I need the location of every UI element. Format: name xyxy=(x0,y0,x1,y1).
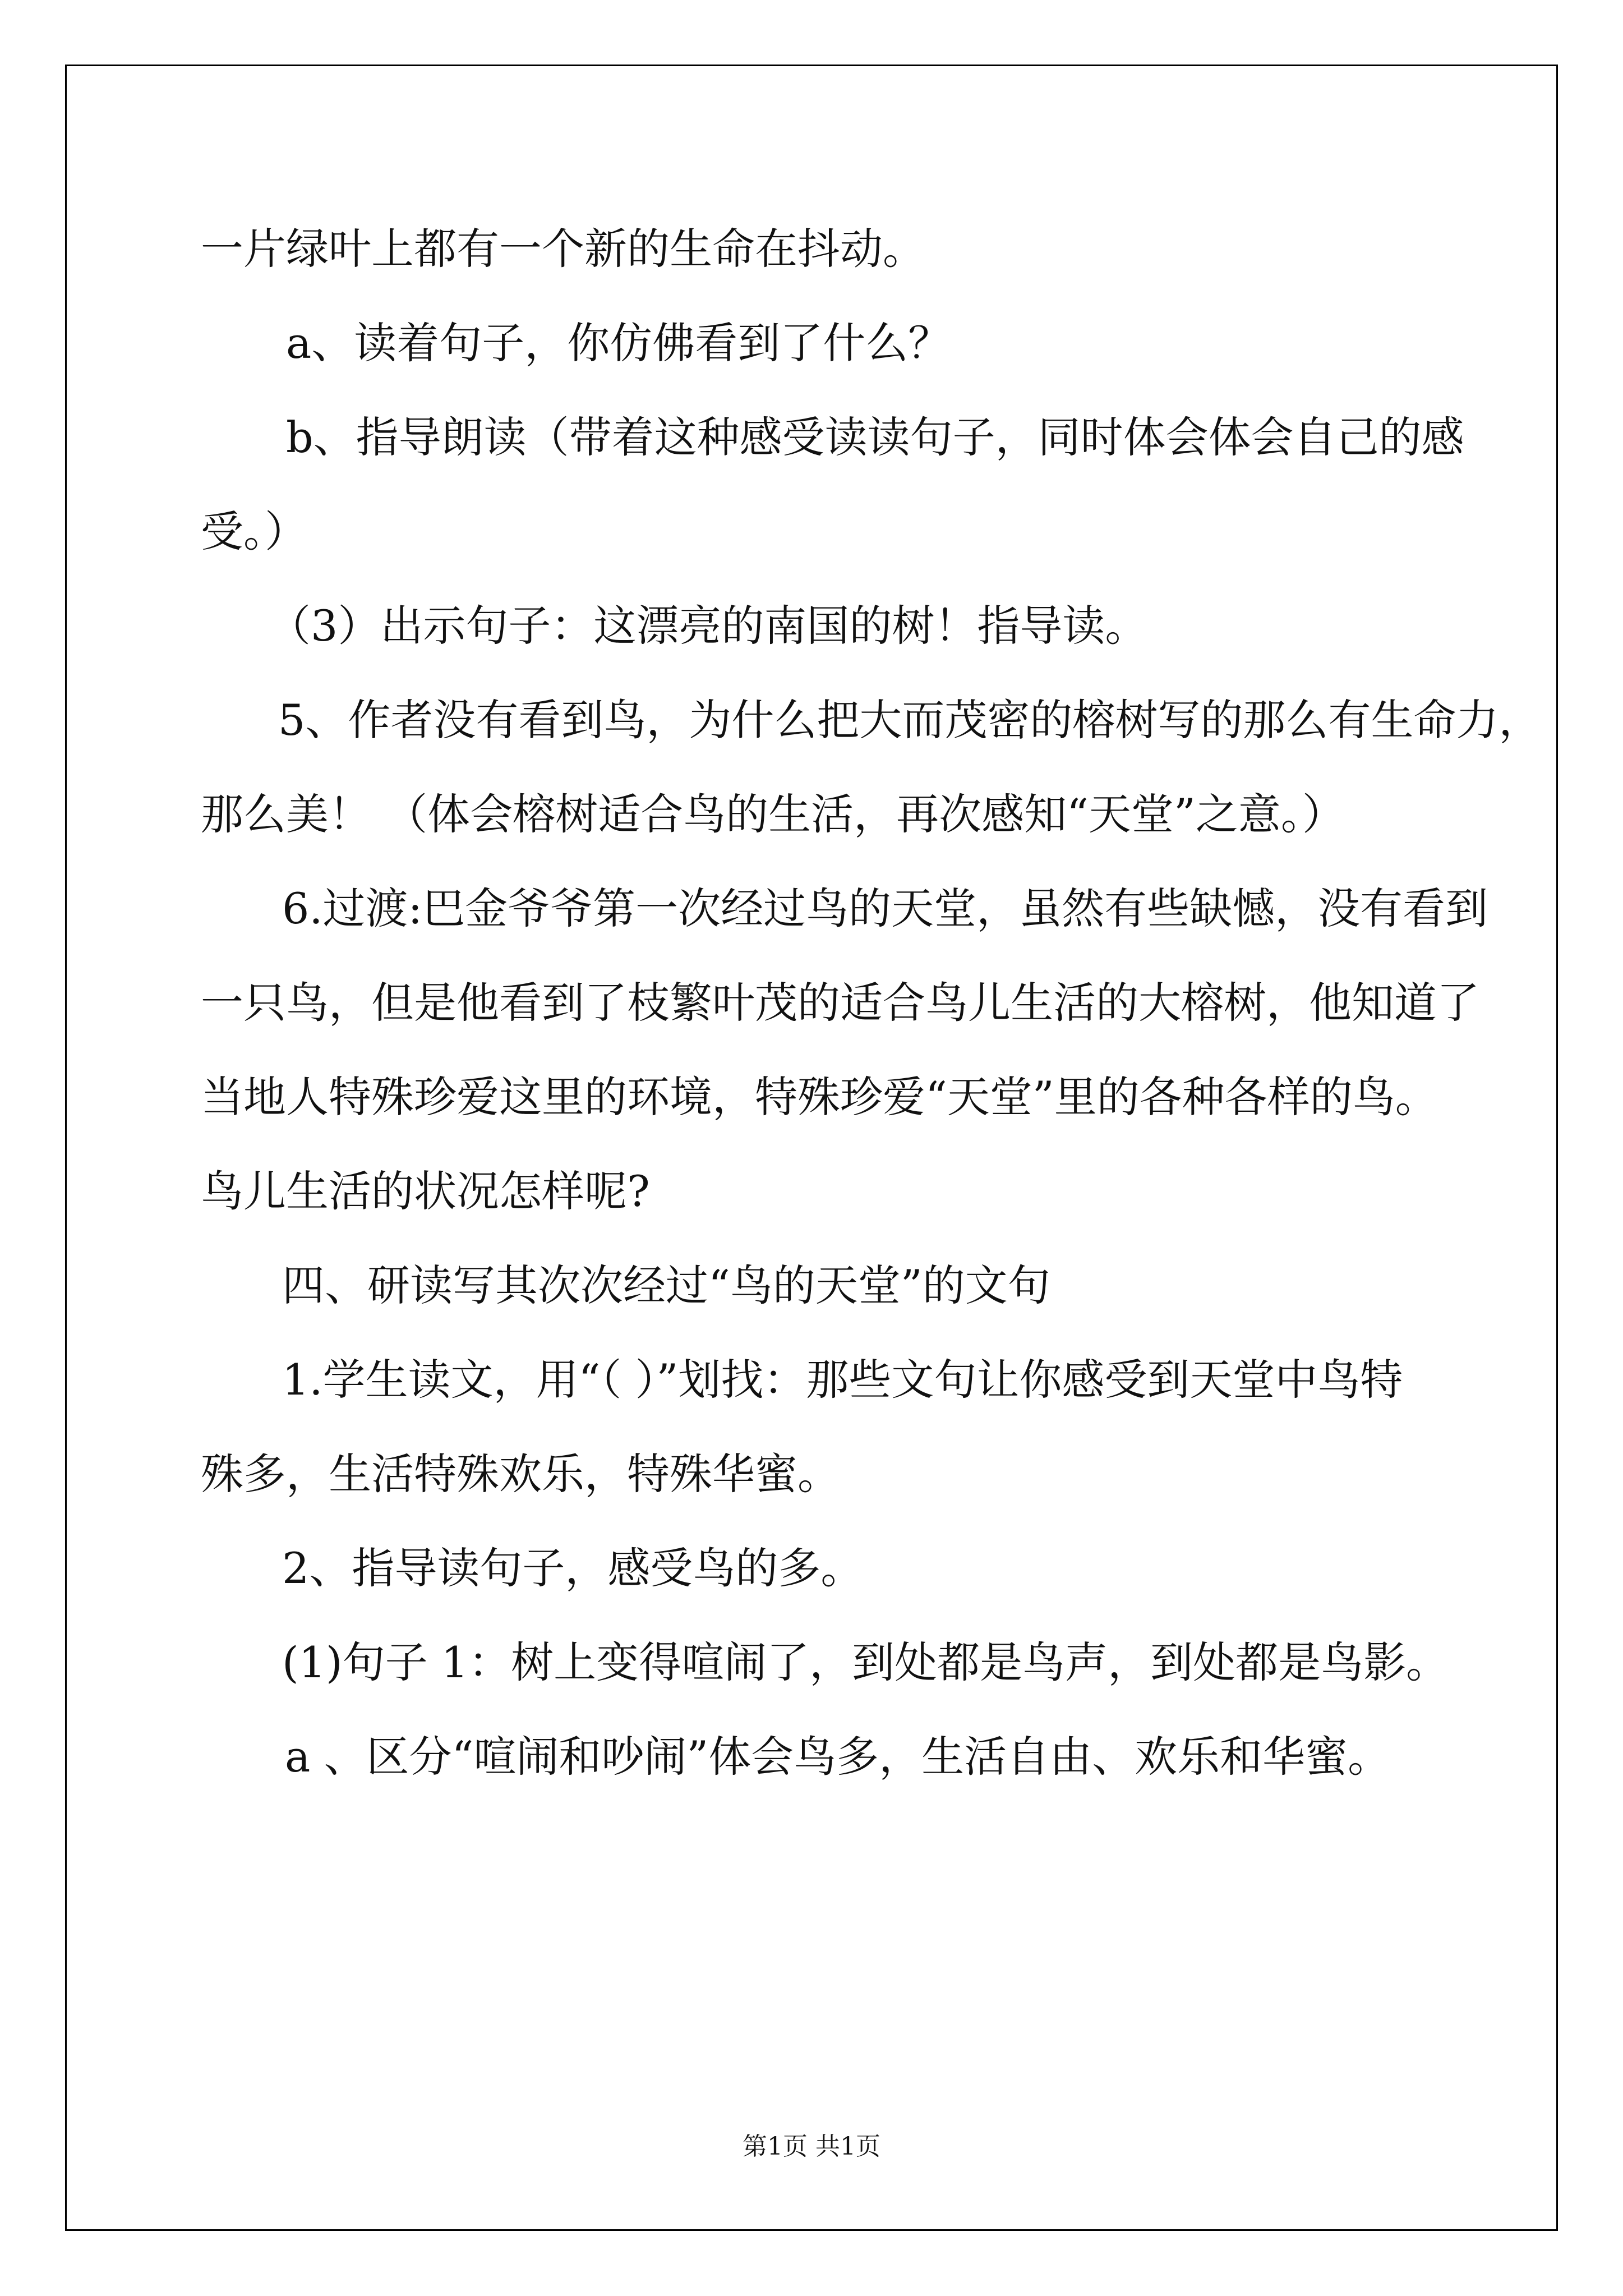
text-line: a 、区分“喧闹和吵闹”体会鸟多，生活自由、欢乐和华蜜。 xyxy=(285,1732,1391,1782)
text-line: 一只鸟，但是他看到了枝繁叶茂的适合鸟儿生活的大榕树，他知道了 xyxy=(201,978,1479,1028)
text-line: 殊多，生活特殊欢乐，特殊华蜜。 xyxy=(201,1449,840,1499)
text-line: 1.学生读文，用“（ ）”划找：那些文句让你感受到天堂中鸟特 xyxy=(282,1355,1403,1405)
text-line: （3）出示句子：这漂亮的南国的树！指导读。 xyxy=(268,601,1148,651)
text-line: b、指导朗读（带着这种感受读读句子，同时体会体会自己的感 xyxy=(286,412,1464,462)
text-line: 受。） xyxy=(201,507,307,556)
text-line: 2、指导读句子，感受鸟的多。 xyxy=(282,1543,864,1593)
text-line: (1)句子 1：树上变得喧闹了，到处都是鸟声，到处都是鸟影。 xyxy=(282,1637,1449,1687)
text-line: 5、作者没有看到鸟，为什么把大而茂密的榕树写的那么有生命力， xyxy=(278,695,1542,745)
document-body xyxy=(201,202,1542,1804)
text-line: 那么美！ （体会榕树适合鸟的生活，再次感知“天堂”之意。） xyxy=(201,789,1345,839)
text-line: 一片绿叶上都有一个新的生命在抖动。 xyxy=(201,224,925,274)
text-line: 四、研读写其次次经过“鸟的天堂”的文句 xyxy=(282,1260,1050,1310)
page-number-label: 第1页 共1页 xyxy=(743,2132,880,2161)
page-footer xyxy=(0,2126,1623,2162)
text-line: a、读着句子，你仿佛看到了什么？ xyxy=(286,318,951,368)
text-line: 鸟儿生活的状况怎样呢? xyxy=(201,1166,650,1216)
text-line: 6.过渡:巴金爷爷第一次经过鸟的天堂，虽然有些缺憾，没有看到 xyxy=(282,884,1488,933)
text-line: 当地人特殊珍爱这里的环境，特殊珍爱“天堂”里的各种各样的鸟。 xyxy=(201,1072,1438,1122)
